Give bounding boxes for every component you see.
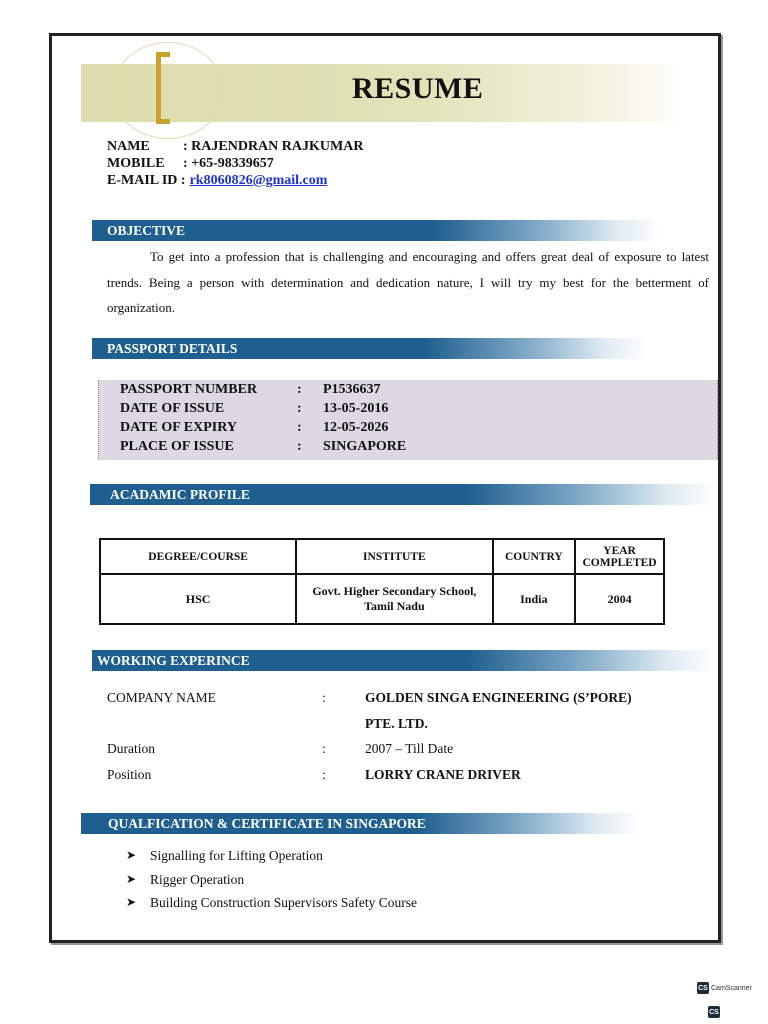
separator: : — [322, 690, 326, 705]
academic-heading: ACADAMIC PROFILE — [90, 484, 717, 505]
list-item — [126, 844, 417, 868]
objective-paragraph: To get into a profession that is challenging and encouraging and offers great deal of exposure to latest trends. Being a person with determination and dedication nature, I will try my best for the betterment of organization. — [107, 249, 709, 315]
separator: : — [297, 382, 302, 397]
objective-heading: OBJECTIVE — [92, 220, 662, 241]
place-of-issue-label: PLACE OF ISSUE — [120, 439, 234, 454]
list-item — [126, 868, 417, 892]
contact-block — [107, 138, 363, 189]
expiry-date-label: DATE OF EXPIRY — [120, 420, 237, 435]
passport-row — [120, 439, 406, 455]
column-header: DEGREE/COURSE — [100, 539, 296, 574]
qualification-heading: QUALFICATION & CERTIFICATE IN SINGAPORE — [81, 813, 641, 834]
list-item-text: Rigger Operation — [150, 871, 245, 887]
list-item-text: Signalling for Lifting Operation — [150, 848, 323, 863]
email-link[interactable]: rk8060826@gmail.com — [189, 173, 328, 188]
separator: : — [297, 439, 302, 454]
camscanner-watermark — [697, 982, 752, 994]
academic-table — [99, 538, 665, 625]
arrow-bullet-icon: ➤ — [126, 871, 137, 886]
mobile-value: : +65-98339657 — [183, 156, 274, 171]
list-item-text: Building Construction Supervisors Safety Course — [150, 895, 417, 910]
passport-row — [120, 401, 388, 417]
objective-text — [107, 244, 709, 321]
company-value-continued: PTE. LTD. — [365, 716, 428, 731]
place-of-issue-value: SINGAPORE — [323, 439, 407, 454]
column-header: INSTITUTE — [296, 539, 492, 574]
duration-value: 2007 – Till Date — [365, 741, 454, 756]
separator: : — [322, 767, 326, 782]
table-cell: Govt. Higher Secondary School, Tamil Nadu — [296, 574, 492, 624]
name-value: : RAJENDRAN RAJKUMAR — [183, 139, 364, 154]
name-label: NAME — [107, 139, 150, 154]
passport-number-label: PASSPORT NUMBER — [120, 382, 258, 397]
separator: : — [322, 741, 326, 756]
qualification-list — [126, 844, 417, 915]
passport-box — [98, 380, 718, 460]
position-label: Position — [107, 767, 152, 782]
table-cell: India — [493, 574, 576, 624]
camscanner-logo-icon: CS — [708, 1006, 720, 1018]
resume-page — [49, 33, 721, 943]
passport-number-value: P1536637 — [323, 382, 381, 397]
list-item — [126, 891, 417, 915]
arrow-bullet-icon: ➤ — [126, 895, 137, 909]
camscanner-logo-icon: CS — [697, 982, 709, 994]
passport-row — [120, 420, 388, 436]
duration-label: Duration — [107, 741, 155, 756]
page-title: RESUME — [352, 72, 484, 105]
table-cell: HSC — [100, 574, 296, 624]
camscanner-text: CamScanner — [711, 984, 752, 992]
bracket-icon — [156, 52, 170, 124]
work-heading: WORKING EXPERINCE — [92, 650, 717, 671]
mobile-label: MOBILE — [107, 156, 165, 171]
expiry-date-value: 12-05-2026 — [323, 420, 389, 435]
passport-heading: PASSPORT DETAILS — [92, 338, 648, 359]
issue-date-value: 13-05-2016 — [323, 401, 389, 416]
table-header-row — [100, 539, 664, 574]
position-value: LORRY CRANE DRIVER — [365, 767, 521, 782]
column-header: YEAR COMPLETED — [575, 539, 664, 574]
arrow-bullet-icon: ➤ — [126, 848, 137, 862]
table-row — [100, 574, 664, 624]
camscanner-badge — [708, 1006, 720, 1018]
company-value: GOLDEN SINGA ENGINEERING (S’PORE) — [365, 690, 632, 705]
passport-row — [120, 382, 381, 398]
separator: : — [297, 420, 302, 435]
column-header: COUNTRY — [493, 539, 576, 574]
table-cell: 2004 — [575, 574, 664, 624]
company-label: COMPANY NAME — [107, 690, 216, 705]
issue-date-label: DATE OF ISSUE — [120, 401, 225, 416]
email-label: E-MAIL ID : — [107, 173, 186, 188]
separator: : — [297, 401, 302, 416]
